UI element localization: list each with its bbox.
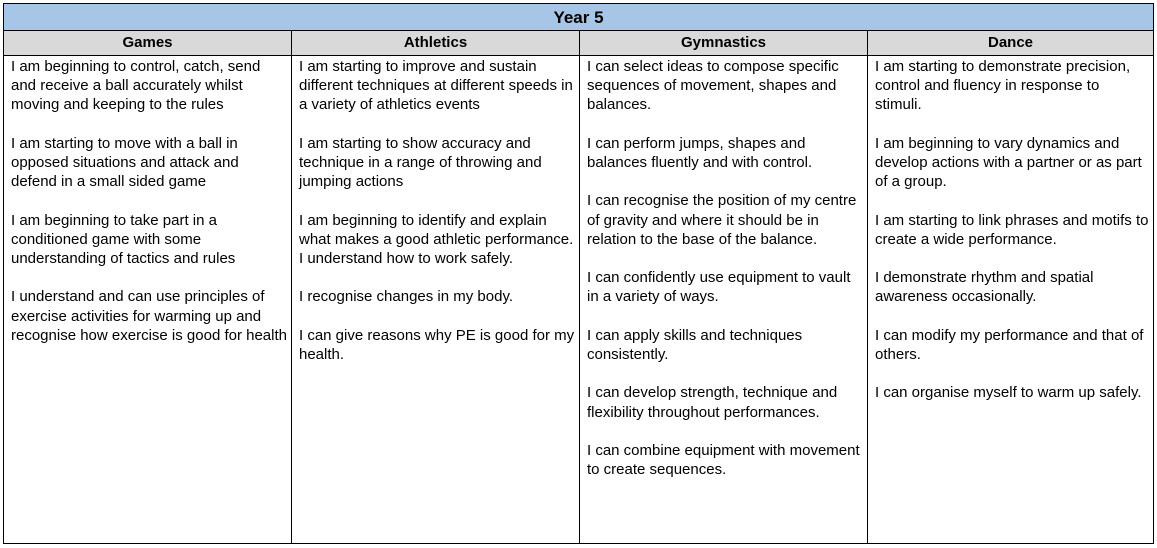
dance-column — [868, 56, 1153, 543]
athletics-item: I am starting to improve and sustain different techniques at different speeds in a variety of athletics events — [299, 58, 573, 114]
header-games: Games — [4, 31, 292, 55]
header-dance: Dance — [987, 34, 1034, 51]
gymnastics-item: I can select ideas to compose specific sequences of movement, shapes and balances. — [587, 58, 839, 114]
games-item: I am beginning to control, catch, send and receive a ball accurately whilst moving and keeping to the rules — [11, 58, 261, 114]
dance-item: I am beginning to vary dynamics and develop actions with a partner or as part of a group. — [875, 134, 1142, 191]
dance-item: I am starting to demonstrate precision, control and fluency in response to stimuli. — [875, 58, 1131, 114]
dance-item: I can organise myself to warm up safely. — [875, 384, 1142, 402]
dance-item: I am starting to link phrases and motifs to create a wide performance. — [875, 211, 1149, 248]
gymnastics-item: I can recognise the position of my centre of gravity and where it should be in relation to the base of the balance. — [587, 192, 857, 248]
games-item: I am beginning to take part in a conditioned game with some understanding of tactics and rules — [11, 211, 236, 267]
athletics-item: I recognise changes in my body. — [299, 288, 514, 306]
games-column — [4, 56, 292, 543]
body-row — [4, 56, 1153, 543]
gymnastics-item: I can confidently use equipment to vault in a variety of ways. — [587, 269, 851, 306]
athletics-item: I can give reasons why PE is good for my health. — [299, 326, 575, 363]
athletics-item: I am starting to show accuracy and technique in a range of throwing and jumping actions — [299, 134, 542, 191]
games-item: I am starting to move with a ball in opposed situations and attack and defend in a small sided game — [11, 134, 239, 191]
gymnastics-item: I can perform jumps, shapes and balances fluently and with control. — [587, 134, 813, 171]
athletics-column — [292, 56, 580, 543]
table-title: Year 5 — [4, 4, 1153, 31]
gymnastics-column — [580, 56, 868, 543]
gymnastics-item: I can apply skills and techniques consistently. — [587, 326, 803, 363]
dance-item: I demonstrate rhythm and spatial awareness occasionally. — [875, 269, 1094, 306]
curriculum-table — [3, 3, 1154, 544]
gymnastics-item: I can combine equipment with movement to create sequences. — [587, 441, 860, 479]
dance-item: I can modify my performance and that of others. — [875, 326, 1144, 363]
header-athletics: Athletics — [292, 31, 580, 55]
athletics-item: I am beginning to identify and explain what makes a good athletic performance. I understand how to work safely. — [299, 211, 574, 267]
header-row — [4, 31, 1153, 56]
header-gymnastics: Gymnastics — [580, 31, 868, 55]
games-item: I understand and can use principles of exercise activities for warming up and recognise how exercise is good for health — [11, 288, 287, 344]
gymnastics-item: I can develop strength, technique and flexibility throughout performances. — [587, 384, 838, 421]
